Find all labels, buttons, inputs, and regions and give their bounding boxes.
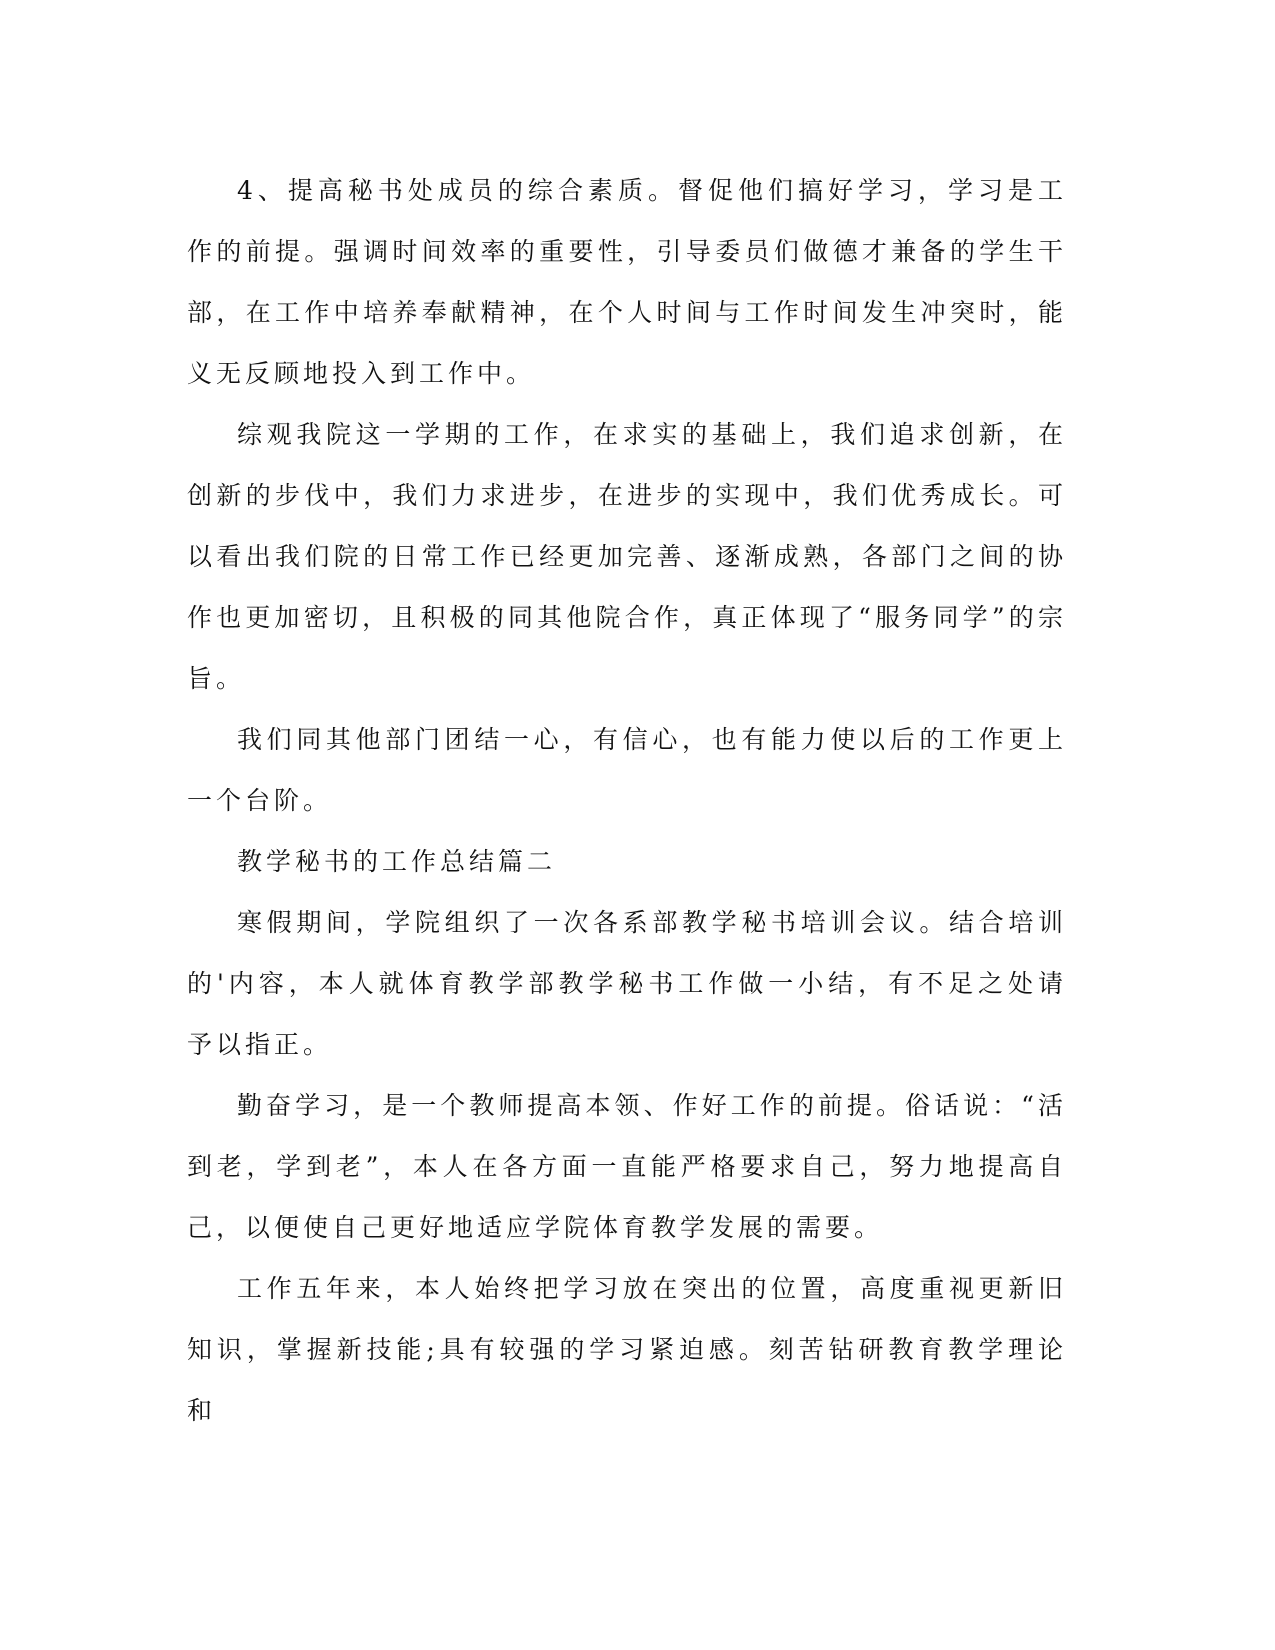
document-body [187, 160, 1067, 1441]
paragraph-winter-training: 寒假期间，学院组织了一次各系部教学秘书培训会议。结合培训的'内容，本人就体育教学部教学秘书工作做一小结，有不足之处请予以指正。 [187, 908, 1067, 1059]
paragraph-unity: 我们同其他部门团结一心，有信心，也有能力使以后的工作更上一个台阶。 [187, 725, 1067, 815]
paragraph-diligent-study: 勤奋学习，是一个教师提高本领、作好工作的前提。俗话说：“活到老，学到老”，本人在各方面一直能严格要求自己，努力地提高自己，以便使自己更好地适应学院体育教学发展的需要。 [187, 1091, 1067, 1242]
section-heading: 教学秘书的工作总结篇二 [237, 847, 557, 876]
paragraph-semester-review: 综观我院这一学期的工作，在求实的基础上，我们追求创新，在创新的步伐中，我们力求进步，在进步的实现中，我们优秀成长。可以看出我们院的日常工作已经更加完善、逐渐成熟，各部门之间的协作也更加密切，且积极的同其他院合作，真正体现了“服务同学”的宗旨。 [187, 420, 1067, 693]
paragraph-secretariat-quality: 4、提高秘书处成员的综合素质。督促他们搞好学习，学习是工作的前提。强调时间效率的重要性，引导委员们做德才兼备的学生干部，在工作中培养奉献精神，在个人时间与工作时间发生冲突时，能义无反顾地投入到工作中。 [187, 176, 1067, 388]
paragraph-five-years: 工作五年来，本人始终把学习放在突出的位置，高度重视更新旧知识，掌握新技能;具有较强的学习紧迫感。刻苦钻研教育教学理论和 [187, 1274, 1067, 1425]
